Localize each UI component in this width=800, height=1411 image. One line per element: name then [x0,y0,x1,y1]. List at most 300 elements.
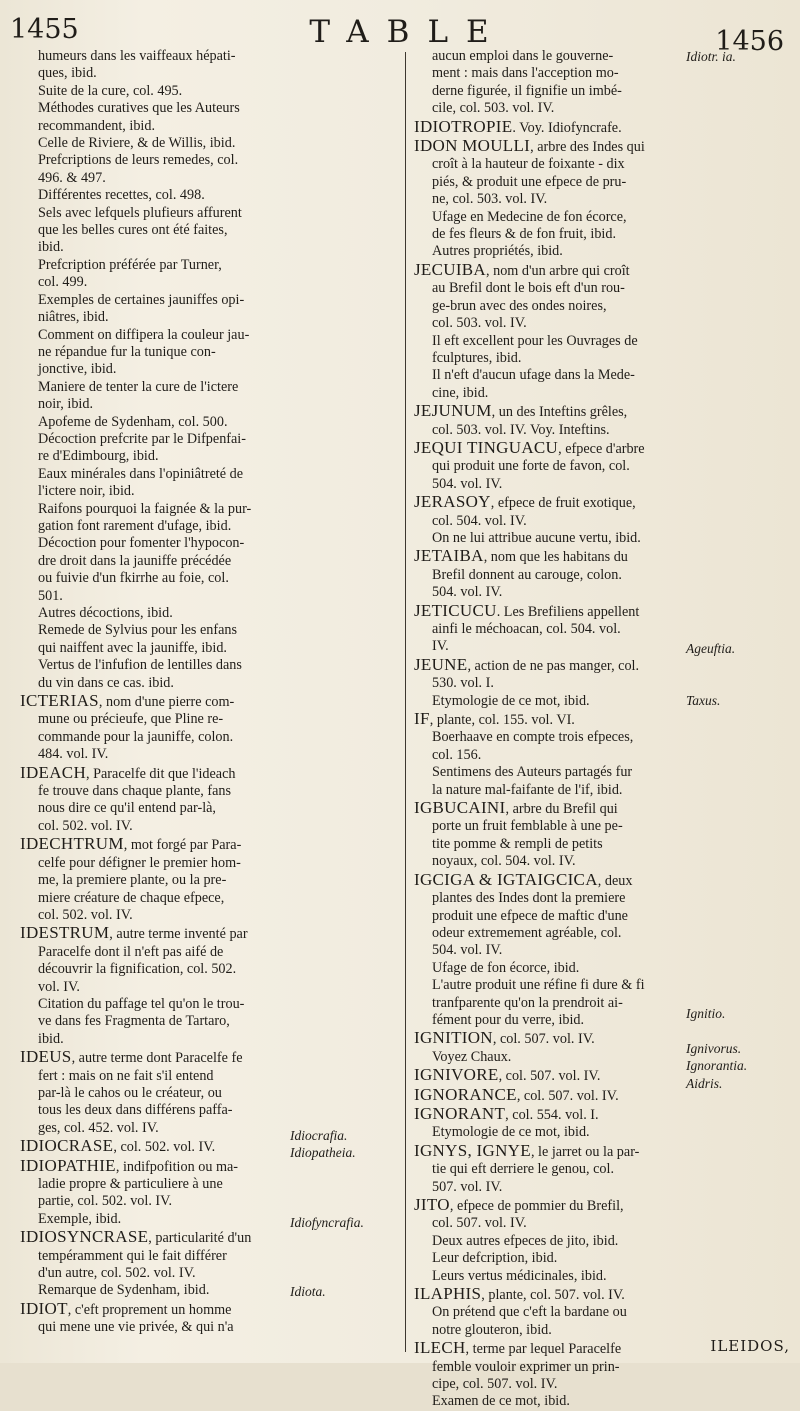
entry-text: , efpece de fruit exotique, [490,495,636,512]
entry-line [20,361,402,378]
entry-line [20,483,402,500]
entry-line [414,818,682,835]
entry-line [20,605,402,622]
entry-line [414,100,682,117]
entry-line [20,135,402,152]
entry-text: plantes des Indes dont la premiere [432,890,626,907]
entry-text: , particularité d'un [148,1230,252,1247]
entry-text: Méthodes curatives que les Auteurs [38,100,240,117]
entry-line [20,396,402,413]
entry-line [414,350,682,367]
entry-line [414,385,682,402]
latin-margin-term: Ignivorus. [686,1040,742,1056]
entry-line [20,924,402,943]
entry-text: croît à la hauteur de foixante - dix [432,156,625,173]
entry-line [414,48,682,65]
headword: JEJUNUM [414,401,492,421]
entry-text: Maniere de tenter la cure de l'ictere [38,378,239,395]
entry-line [414,493,682,512]
headword: ILAPHIS [414,1284,482,1304]
entry-text: celfe pour défigner le premier hom- [38,854,241,871]
entry-line [414,1215,682,1232]
entry-text: ibid. [38,1030,64,1047]
entry-line [20,205,402,222]
entry-line [20,657,402,674]
headword: IGNIVORE [414,1065,499,1085]
entry-text: ainfi le méchoacan, col. 504. vol. [432,621,621,637]
headword: IGNORANCE [414,1084,517,1104]
entry-line [20,944,402,961]
entry-line [20,48,402,65]
entry-line [20,431,402,448]
index-entry [414,48,682,118]
entry-line [414,1066,682,1085]
entry-text: , arbre du Brefil qui [505,801,618,818]
index-entry [20,1157,402,1211]
entry-line [414,567,682,584]
index-entry [414,530,682,547]
entry-text: d'un autre, col. 502. vol. IV. [38,1265,196,1282]
entry-text: ladie propre & particuliere à une [38,1176,223,1192]
entry-text: partie, col. 502. vol. IV. [38,1193,173,1210]
entry-text: derne figurée, il fignifie un imbé- [432,82,622,99]
index-entry [20,501,402,536]
entry-line [20,1102,402,1119]
entry-text: Boerhaave en compte trois efpeces, [432,729,634,746]
entry-text: , autre terme inventé par [109,926,248,943]
entry-line [414,977,682,994]
entry-text: notre glouteron, ibid. [432,1321,552,1338]
entry-line [414,1012,682,1029]
index-entry [20,135,402,152]
index-entry [20,48,402,83]
index-entry [20,1048,402,1137]
entry-line [414,1304,682,1321]
entry-line [20,344,402,361]
entry-line [20,1319,402,1336]
headword: IDIOSYNCRASE [20,1227,149,1247]
index-entry [414,1124,682,1141]
index-entry [20,692,402,764]
headword: IDON MOULLI [414,136,531,156]
entry-text: ibid. [38,239,64,256]
entry-text: tous les deux dans différens paffa- [38,1102,233,1119]
index-entry [20,257,402,292]
entry-text: 504. vol. IV. [432,475,503,492]
entry-line [20,1013,402,1030]
headword: JECUIBA [414,259,486,279]
entry-line [20,996,402,1013]
entry-line [414,1105,682,1124]
headword: IDESTRUM [20,923,110,943]
headword: IGCIGA & IGTAIGCICA [414,869,598,889]
index-entry [414,729,682,764]
entry-line [414,675,682,692]
entry-line [20,1248,402,1265]
entry-line [20,979,402,996]
entry-line [20,783,402,800]
index-entry [414,1029,682,1066]
index-entry [414,1285,682,1304]
entry-text: commande pour la jauniffe, colon. [38,728,234,745]
index-entry [414,960,682,977]
entry-text: cipe, col. 507. vol. IV. [432,1376,558,1393]
entry-line [414,402,682,421]
entry-text: Autres décoctions, ibid. [38,605,173,621]
entry-line [414,1250,682,1267]
entry-text: , autre terme dont Paracelfe fe [71,1050,243,1067]
index-entry [414,1339,682,1393]
entry-text: fculptures, ibid. [432,349,522,366]
index-entry [20,379,402,414]
entry-line [20,65,402,82]
entry-line [20,835,402,854]
entry-text: tite pomme & rempli de petits [432,835,603,852]
entry-text: Exemple, ibid. [38,1210,122,1227]
entry-line [20,890,402,907]
entry-line [20,729,402,746]
headword: IGNYS, IGNYE [414,1140,531,1160]
entry-text: qui produit une forte de favon, col. [432,458,630,475]
entry-line [20,1265,402,1282]
index-entry [414,764,682,799]
entry-line [20,570,402,587]
entry-text: Voyez Chaux. [432,1048,512,1065]
entry-text: ges, col. 452. vol. IV. [38,1119,159,1136]
entry-line [414,83,682,100]
entry-text: recommandent, ibid. [38,117,156,134]
headword: IGNITION [414,1028,493,1048]
entry-text: au Brefil dont le bois eft d'un rou- [432,280,625,297]
entry-text: noir, ibid. [38,396,93,413]
latin-margin-term: Idiofyncrafia. [290,1214,364,1230]
index-entry [414,1393,682,1410]
entry-line [20,553,402,570]
entry-line [20,692,402,711]
entry-line [414,1086,682,1105]
entry-line [414,191,682,208]
entry-text: piés, & produit une efpece de pru- [432,173,627,190]
index-entry [414,137,682,209]
headword: IGNORANT [414,1103,506,1123]
index-column-right [414,48,682,1411]
index-entry [414,1250,682,1267]
entry-text: niâtres, ibid. [38,309,109,326]
entry-text: fe trouve dans chaque plante, fans [38,783,232,800]
entry-line [414,1393,682,1410]
entry-text: noyaux, col. 504. vol. IV. [432,853,576,870]
headword: IDECHTRUM [20,834,124,854]
entry-text: 501. [38,587,63,604]
entry-text: ne répandue fur la tunique con- [38,343,216,360]
headword: IDEACH [20,762,87,782]
entry-text: Examen de ce mot, ibid. [432,1393,570,1410]
entry-text: , c'eft proprement un homme [67,1301,232,1318]
index-entry [20,100,402,135]
entry-line [20,257,402,274]
page-title: TABLE [309,14,507,50]
entry-text: Etymologie de ce mot, ibid. [432,1124,590,1141]
entry-line [20,518,402,535]
entry-text: , col. 507. vol. IV. [516,1087,619,1104]
entry-text: que les belles cures ont été faites, [38,222,228,239]
entry-line [20,327,402,344]
entry-text: col. 156. [432,746,482,763]
entry-line [20,872,402,889]
entry-line [20,675,402,692]
entry-line [20,170,402,187]
entry-line [414,315,682,332]
entry-line [20,292,402,309]
index-entry [414,602,682,656]
entry-line [414,137,682,156]
index-entry [414,977,682,1029]
entry-line [414,1161,682,1178]
index-entry [414,1196,682,1233]
entry-text: , col. 507. vol. IV. [492,1031,595,1048]
entry-line [20,1193,402,1210]
entry-text: dre droit dans la jauniffe précédée [38,552,232,569]
index-entry [20,83,402,100]
entry-line [414,513,682,530]
entry-line [414,584,682,601]
index-entry [414,1233,682,1250]
latin-margin-term: Ignorantia. [686,1058,748,1074]
entry-line [20,274,402,291]
entry-line [414,226,682,243]
entry-text: Citation du paffage tel qu'on le trou- [38,995,245,1012]
entry-text: ge-brun avec des ondes noires, [432,297,607,314]
entry-line [20,239,402,256]
index-entry [414,1066,682,1085]
entry-line [20,152,402,169]
latin-margin-term: Aidris. [686,1075,723,1091]
entry-line [414,1322,682,1339]
index-entry [414,118,682,137]
index-entry [414,799,682,871]
entry-line [20,746,402,763]
entry-text: Deux autres efpeces de jito, ibid. [432,1232,619,1249]
entry-text: , action de ne pas manger, col. [467,657,640,674]
entry-text: qui naiffent avec la jauniffe, ibid. [38,639,227,656]
entry-line [414,960,682,977]
entry-text: . Les Brefiliens appellent [496,603,640,620]
entry-line [20,711,402,728]
headword: IDEUS [20,1047,72,1067]
index-entry [414,656,682,693]
entry-line [20,961,402,978]
headword: IDIOPATHIE [20,1155,116,1175]
entry-text: , terme par lequel Paracelfe [465,1341,622,1358]
entry-text: Brefil donnent au carouge, colon. [432,566,622,583]
entry-text: fément pour du verre, ibid. [432,1011,585,1028]
entry-line [414,333,682,350]
entry-text: Leurs vertus médicinales, ibid. [432,1267,607,1284]
entry-text: ou fuivie d'un fkirrhe au foie, col. [38,570,229,587]
entry-line [414,710,682,729]
entry-text: du vin dans ce cas. ibid. [38,674,174,691]
entry-line [414,156,682,173]
entry-line [20,622,402,639]
entry-text: Vertus de l'infufion de lentilles dans [38,657,242,674]
entry-text: , mot forgé par Para- [123,837,242,854]
entry-line [20,640,402,657]
entry-text: ment : mais dans l'acception mo- [432,65,619,82]
entry-text: Apofeme de Sydenham, col. 500. [38,413,228,430]
entry-line [20,1176,402,1193]
headword: IF [414,709,430,729]
entry-text: Exemples de certaines jauniffes opi- [38,291,245,308]
entry-line [20,309,402,326]
entry-line [414,693,682,710]
entry-line [20,448,402,465]
entry-line [414,1029,682,1048]
entry-line [20,414,402,431]
entry-text: Prefcriptions de leurs remedes, col. [38,152,239,169]
entry-text: Sentimens des Auteurs partagés fur [432,764,633,781]
entry-line [414,476,682,493]
entry-text: tie qui eft derriere le genou, col. [432,1161,614,1178]
entry-text: mune ou précieufe, que Pline re- [38,711,224,728]
entry-text: L'autre produit une réfine fi dure & fi [432,977,645,994]
entry-text: 507. vol. IV. [432,1178,503,1195]
entry-line [414,1049,682,1066]
index-entry [20,1300,402,1337]
entry-text: par-là le cahos ou le créateur, ou [38,1084,222,1101]
entry-text: odeur extremement agréable, col. [432,924,622,941]
index-entry [414,367,682,402]
entry-text: , col. 502. vol. IV. [113,1139,216,1156]
entry-line [414,1339,682,1358]
index-entry [414,243,682,260]
entry-text: , nom d'une pierre com- [98,694,235,711]
entry-text: aucun emploi dans le gouverne- [432,48,614,64]
entry-text: Décoction pour fomenter l'hypocon- [38,535,245,552]
index-entry [20,1228,402,1282]
entry-text: , nom d'un arbre qui croît [486,262,630,279]
entry-line [414,1124,682,1141]
latin-margin-term: Ageuftia. [686,640,736,656]
entry-line [20,222,402,239]
entry-line [414,1196,682,1215]
entry-text: ne, col. 503. vol. IV. [432,191,548,208]
entry-line [414,890,682,907]
entry-text: col. 503. vol. IV. [432,315,527,332]
index-entry [20,431,402,466]
entry-text: , efpece de pommier du Brefil, [449,1198,624,1214]
entry-text: , efpece d'arbre [558,440,645,457]
entry-line [20,855,402,872]
headword: JEUNE [414,654,468,674]
entry-text: col. 499. [38,274,88,291]
index-entry [414,261,682,333]
latin-margin-term: Idiotr. ia. [686,49,736,64]
entry-line [414,602,682,621]
entry-text: Paracelfe dont il n'eft pas aifé de [38,943,224,960]
index-entry [20,535,402,605]
entry-text: l'ictere noir, ibid. [38,483,135,500]
entry-line [414,764,682,781]
entry-line [20,800,402,817]
entry-text: Sels avec lefquels plufieurs affurent [38,204,242,221]
entry-text: fert : mais on ne fait s'il entend [38,1067,214,1084]
entry-line [414,747,682,764]
entry-text: re d'Edimbourg, ibid. [38,448,159,465]
entry-text: Remarque de Sydenham, ibid. [38,1282,210,1299]
index-entry [20,327,402,379]
entry-text: , nom que les habitans du [483,549,628,566]
entry-text: tempéramment qui le fait différer [38,1247,227,1264]
entry-text: IV. [432,638,449,655]
entry-line [414,942,682,959]
entry-text: col. 504. vol. IV. [432,512,527,529]
latin-margin-term: Idiota. [290,1284,326,1300]
latin-margin-term: Ignitio. [686,1006,726,1021]
entry-line [414,1285,682,1304]
index-entry [20,205,402,257]
entry-text: Ufage de fon écorce, ibid. [432,959,580,976]
entry-line [414,1376,682,1393]
headword: IDIOCRASE [20,1136,114,1156]
entry-line [414,298,682,315]
entry-line [414,853,682,870]
entry-text: Ufage en Medecine de fon écorce, [432,208,627,225]
entry-line [414,439,682,458]
entry-text: , arbre des Indes qui [530,139,645,156]
index-entry [414,710,682,729]
entry-text: Raifons pourquoi la faignée & la pur- [38,500,252,517]
entry-line [414,995,682,1012]
entry-text: , col. 507. vol. IV. [498,1068,601,1085]
headword: JEQUI TINGUACU [414,437,559,457]
entry-text: cile, col. 503. vol. IV. [432,100,555,117]
entry-text: de fes fleurs & de fon fruit, ibid. [432,226,616,243]
entry-text: 504. vol. IV. [432,942,503,959]
entry-text: Etymologie de ce mot, ibid. [432,692,590,709]
index-entry [414,693,682,710]
entry-text: la nature mal-faifante de l'if, ibid. [432,781,623,798]
index-entry [20,657,402,692]
index-entry [414,439,682,493]
entry-text: qui mene une vie privée, & qui n'a [38,1319,234,1336]
index-entry [414,1086,682,1105]
entry-line [20,907,402,924]
entry-text: découvrir la fignification, col. 502. [38,961,237,978]
index-entry [414,871,682,960]
headword: JETAIBA [414,546,484,566]
entry-line [414,871,682,890]
entry-line [414,1268,682,1285]
catchword: ILEIDOS, [710,1337,790,1355]
entry-line [20,100,402,117]
entry-text: Différentes recettes, col. 498. [38,187,205,204]
page-number-right: 1456 [715,26,784,57]
index-entry [20,996,402,1048]
entry-line [414,782,682,799]
entry-text: , plante, col. 507. vol. IV. [481,1287,625,1304]
index-entry [414,1304,682,1339]
headword: IDIOTROPIE [414,116,513,136]
index-entry [20,187,402,204]
entry-line [414,621,682,638]
entry-line [414,174,682,191]
entry-line [20,187,402,204]
entry-line [20,501,402,518]
entry-line [20,818,402,835]
entry-text: gation font rarement d'ufage, ibid. [38,517,232,534]
entry-text: 530. vol. I. [432,675,494,692]
entry-line [20,1068,402,1085]
